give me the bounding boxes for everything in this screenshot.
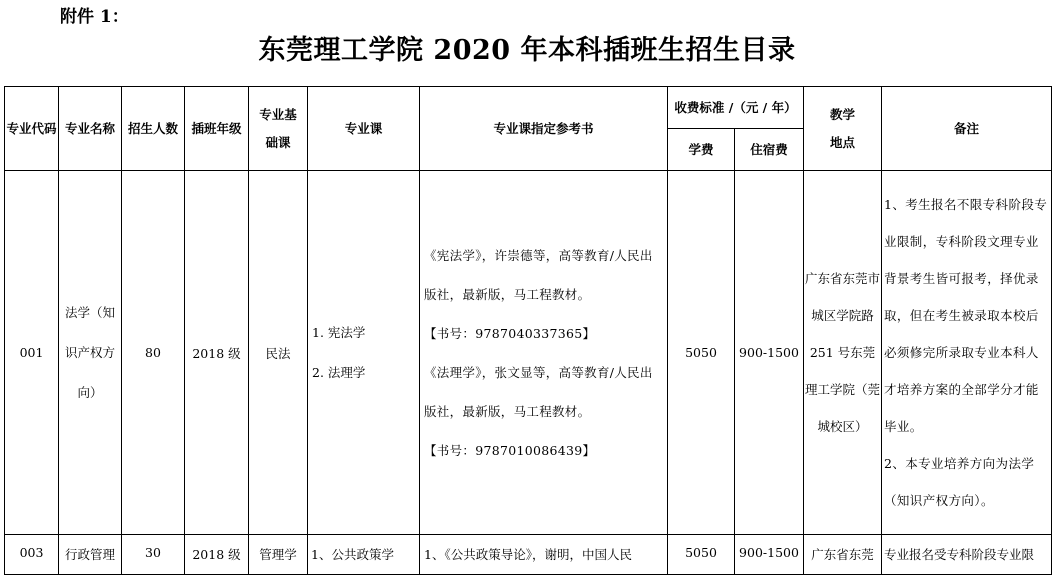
header-fee: 收费标准 /（元 / 年） [668,87,804,129]
row2-grade: 2018 级 [185,535,249,575]
row2-book-1: 1、《公共政策导论》，谢明，中国人民 [424,547,632,562]
row1-book-2: 《法理学》，张文显等，高等教育/人民出版社，最新版，马工程教材。 [424,364,653,419]
row1-notes [882,171,1052,535]
enrollment-table [4,86,1052,575]
header-row [5,87,1052,129]
document-title: 东莞理工学院 2020 年本科插班生招生目录 [258,35,796,66]
row1-book-2-isbn: 【书号：9787010086439】 [424,442,596,458]
row2-code: 003 [5,535,59,575]
header-books: 专业课指定参考书 [420,87,668,171]
row2-note-1: 专业报名受专科阶段专业限 [884,547,1035,562]
row2-notes [882,535,1052,575]
row1-books [420,171,668,535]
row2-course-1: 1、公共政策学 [311,547,394,562]
row2-books [420,535,668,575]
row1-location: 广东省东莞市城区学院路 251 号东莞理工学院（莞城校区） [804,171,882,535]
row1-book-1-isbn: 【书号：9787040337365】 [424,325,596,341]
row1-note-2: 2、本专业培养方向为法学（知识产权方向）。 [884,456,1035,508]
header-courses: 专业课 [308,87,420,171]
header-notes: 备注 [882,87,1052,171]
row1-courses [308,171,420,535]
row1-major: 法学（知识产权方向） [59,171,122,535]
row2-courses [308,535,420,575]
header-code: 专业代码 [5,87,59,171]
table-row [5,535,1052,575]
row2-base: 管理学 [249,535,308,575]
row2-tuition: 5050 [668,535,735,575]
header-dorm: 住宿费 [735,129,804,171]
row2-location: 广东省东莞 [804,535,882,575]
header-tuition: 学费 [668,129,735,171]
annex-label: 附件 1： [60,7,129,27]
row2-major: 行政管理 [59,535,122,575]
row2-dorm: 900-1500 [735,535,804,575]
row2-enroll: 30 [122,535,185,575]
row1-code: 001 [5,171,59,535]
header-major: 专业名称 [59,87,122,171]
header-location: 教学地点 [804,87,882,171]
row1-tuition: 5050 [668,171,735,535]
row1-book-1: 《宪法学》，许崇德等，高等教育/人民出版社，最新版，马工程教材。 [424,247,653,302]
header-enroll: 招生人数 [122,87,185,171]
row1-base: 民法 [249,171,308,535]
row1-dorm: 900-1500 [735,171,804,535]
row1-enroll: 80 [122,171,185,535]
table-row [5,171,1052,535]
row1-note-1: 1、考生报名不限专科阶段专业限制，专科阶段文理专业背景考生皆可报考，择优录取，但在考生被录取本校后必须修完所录取专业本科人才培养方案的全部学分才能毕业。 [884,197,1048,434]
row1-grade: 2018 级 [185,171,249,535]
row1-course-2: 2. 法理学 [312,364,366,380]
row1-course-1: 1. 宪法学 [312,324,366,340]
header-base-course: 专业基础课 [249,87,308,171]
header-grade: 插班年级 [185,87,249,171]
